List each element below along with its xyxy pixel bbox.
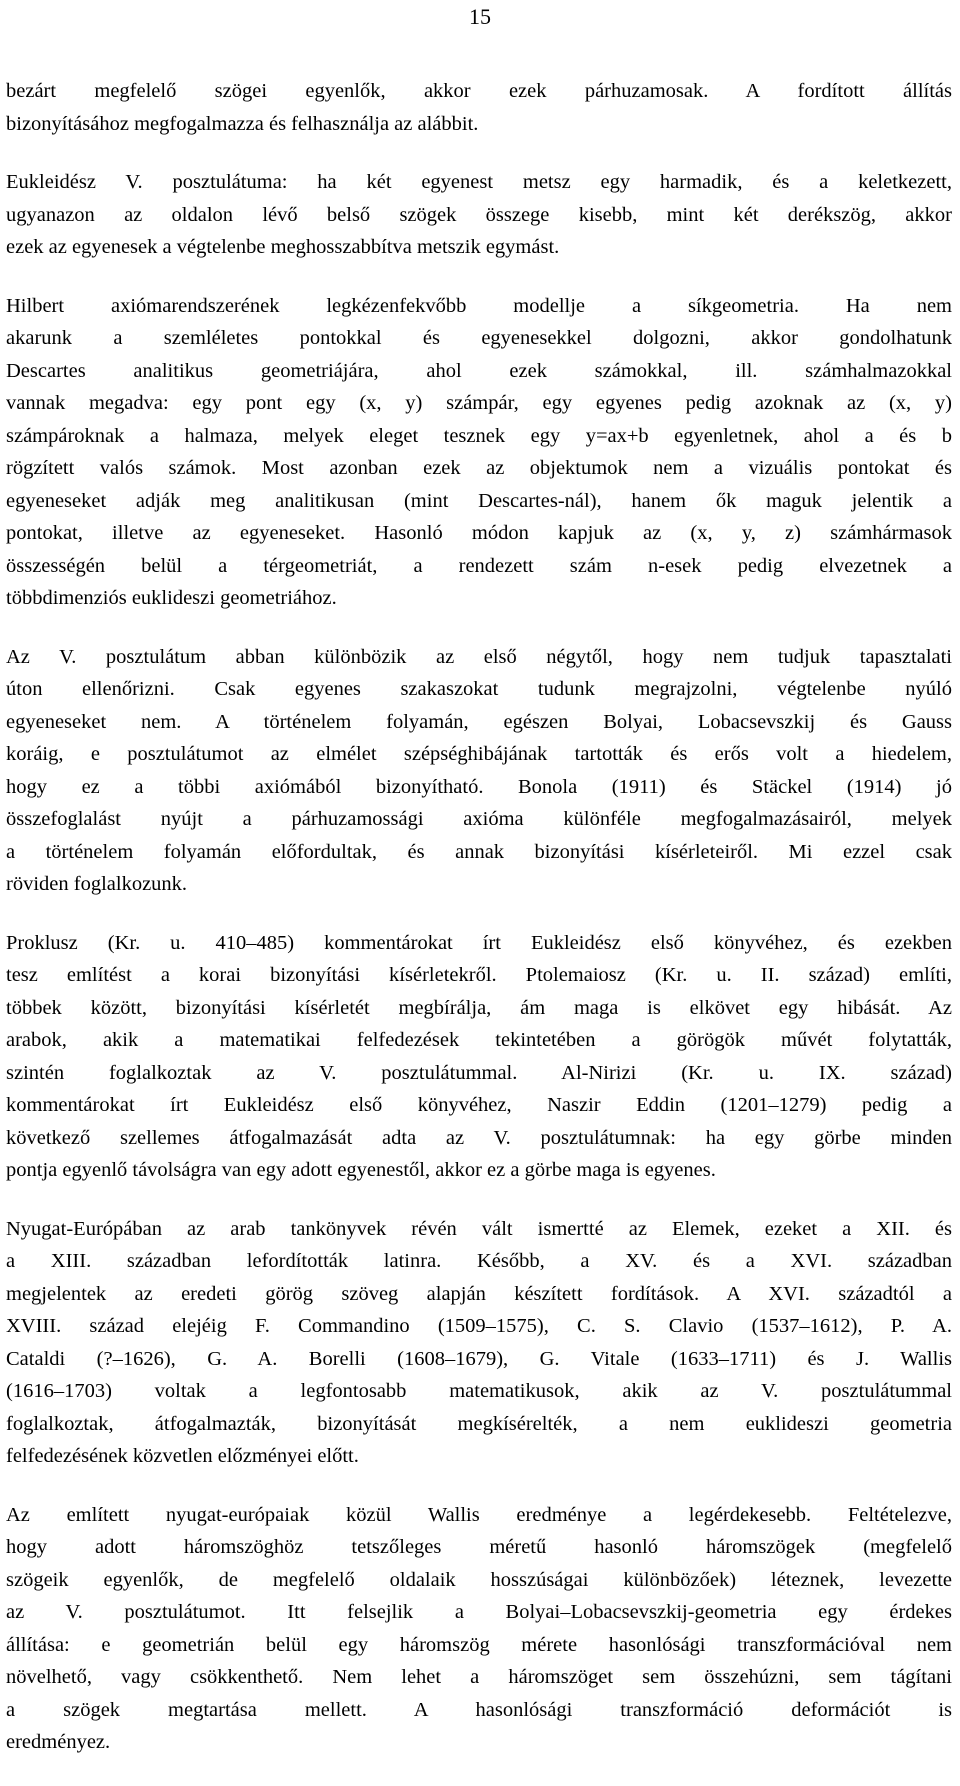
text-line: Eukleidész V. posztulátuma: ha két egyenest metsz egy harmadik, és a keletkezett, [6, 171, 952, 193]
paragraph [6, 1499, 952, 1759]
paragraph [6, 290, 952, 615]
text-line: koráig, e posztulátumot az elmélet szépséghibájának tartották és erős volt a hiedelem, [6, 743, 952, 765]
text-line: arabok, akik a matematikai felfedezések tekintetében a görögök művét folytatták, [6, 1029, 952, 1051]
text-line: a XIII. században lefordították latinra. Később, a XV. és a XVI. században [6, 1250, 952, 1272]
text-line: összefoglalást nyújt a párhuzamossági axióma különféle megfogalmazásairól, melyek [6, 808, 952, 830]
text-line: rögzített valós számok. Most azonban ezek az objektumok nem a vizuális pontokat és [6, 457, 952, 479]
paragraph [6, 927, 952, 1187]
text-line: egyeneseket nem. A történelem folyamán, egészen Bolyai, Lobacsevszkij és Gauss [6, 710, 952, 733]
text-line: megjelentek az eredeti görög szöveg alapján készített fordítások. A XVI. századtól a [6, 1282, 952, 1305]
text-line: (1616–1703) voltak a legfontosabb matematikusok, akik az V. posztulátummal [6, 1380, 952, 1402]
text-line: vannak megadva: egy pont egy (x, y) számpár, egy egyenes pedig azoknak az (x, y) [6, 392, 952, 414]
page-number: 15 [469, 4, 491, 29]
text-line: bezárt megfelelő szögei egyenlők, akkor ezek párhuzamosak. A fordított állítás [6, 80, 952, 102]
text-line: szögeik egyenlők, de megfelelő oldalaik hosszúságai különbözőek) léteznek, levezette [6, 1568, 952, 1591]
text-line: Hilbert axiómarendszerének legkézenfekvőbb modellje a síkgeometria. Ha nem [6, 294, 952, 317]
text-line: ugyanazon az oldalon lévő belső szögek összege kisebb, mint két derékszög, akkor [6, 203, 952, 226]
text-line: állítása: e geometrián belül egy háromszög mérete hasonlósági transzformációval nem [6, 1633, 952, 1656]
text-line: Nyugat-Európában az arab tankönyvek révén vált ismertté az Elemek, ezeket a XII. és [6, 1217, 952, 1240]
text-line: növelhető, vagy csökkenthető. Nem lehet a háromszöget sem összehúzni, sem tágítani [6, 1666, 952, 1688]
text-line: Az említett nyugat-európaiak közül Wallis eredménye a legérdekesebb. Feltételezve, [6, 1503, 952, 1526]
text-line: tesz említést a korai bizonyítási kísérletekről. Ptolemaiosz (Kr. u. II. század) említi, [6, 964, 952, 986]
text-line: többdimenziós euklideszi geometriához. [6, 587, 337, 609]
text-line: Az V. posztulátum abban különbözik az első négytől, hogy nem tudjuk tapasztalati [6, 645, 952, 668]
text-line: ezek az egyenesek a végtelenbe meghosszabbítva metszik egymást. [6, 236, 560, 258]
text-line: eredményez. [6, 1731, 111, 1753]
text-line: szintén foglalkoztak az V. posztulátummal. Al-Nirizi (Kr. u. IX. század) [6, 1061, 952, 1084]
text-line: hogy ez a többi axiómából bizonyítható. Bonola (1911) és Stäckel (1914) jó [6, 775, 952, 798]
text-line: Descartes analitikus geometriájára, ahol ezek számokkal, ill. számhalmazokkal [6, 359, 952, 382]
text-line: a szögek megtartása mellett. A hasonlósági transzformáció deformációt is [6, 1698, 952, 1721]
text-line: Proklusz (Kr. u. 410–485) kommentárokat írt Eukleidész első könyvéhez, és ezekben [6, 931, 952, 954]
text-line: számpároknak a halmaza, melyek eleget tesznek egy y=ax+b egyenletnek, ahol a és b [6, 424, 952, 447]
paragraph [6, 75, 952, 140]
text-line: a történelem folyamán előfordultak, és annak bizonyítási kísérleteiről. Mi ezzel csak [6, 840, 952, 863]
text-line: úton ellenőrizni. Csak egyenes szakaszokat tudunk megrajzolni, végtelenbe nyúló [6, 678, 952, 700]
text-line: többek között, bizonyítási kísérletét megbírálja, ám maga is elkövet egy hibását. Az [6, 996, 952, 1019]
text-line: akarunk a szemléletes pontokkal és egyenesekkel dolgozni, akkor gondolhatunk [6, 327, 952, 349]
text-line: pontokat, illetve az egyeneseket. Hasonló módon kapjuk az (x, y, z) számhármasok [6, 522, 952, 544]
text-line: felfedezésének közvetlen előzményei előtt. [6, 1445, 359, 1467]
paragraph [6, 1213, 952, 1473]
text-line: kommentárokat írt Eukleidész első könyvéhez, Naszir Eddin (1201–1279) pedig a [6, 1094, 952, 1116]
text-line: Cataldi (?–1626), G. A. Borelli (1608–1679), G. Vitale (1633–1711) és J. Wallis [6, 1347, 952, 1370]
paragraph [6, 641, 952, 901]
paragraph [6, 166, 952, 264]
text-line: összességén belül a térgeometriát, a rendezett szám n-esek pedig elvezetnek a [6, 554, 952, 577]
text-line: foglalkoztak, átfogalmazták, bizonyítását megkísérelték, a nem euklideszi geometria [6, 1412, 952, 1435]
page-body [6, 75, 952, 1785]
text-line: XVIII. század elejéig F. Commandino (1509–1575), C. S. Clavio (1537–1612), P. A. [6, 1315, 952, 1337]
text-line: bizonyításához megfogalmazza és felhasználja az alábbit. [6, 112, 479, 135]
text-line: röviden foglalkozunk. [6, 873, 188, 895]
text-line: egyeneseket adják meg analitikusan (mint Descartes-nál), hanem ők maguk jelentik a [6, 489, 952, 512]
text-line: következő szellemes átfogalmazását adta az V. posztulátumnak: ha egy görbe minden [6, 1126, 952, 1149]
text-line: pontja egyenlő távolságra van egy adott egyenestől, akkor ez a görbe maga is egyenes. [6, 1159, 716, 1181]
text-line: az V. posztulátumot. Itt felsejlik a Bolyai–Lobacsevszkij-geometria egy érdekes [6, 1601, 952, 1623]
text-line: hogy adott háromszöghöz tetszőleges méretű hasonló háromszögek (megfelelő [6, 1536, 952, 1558]
